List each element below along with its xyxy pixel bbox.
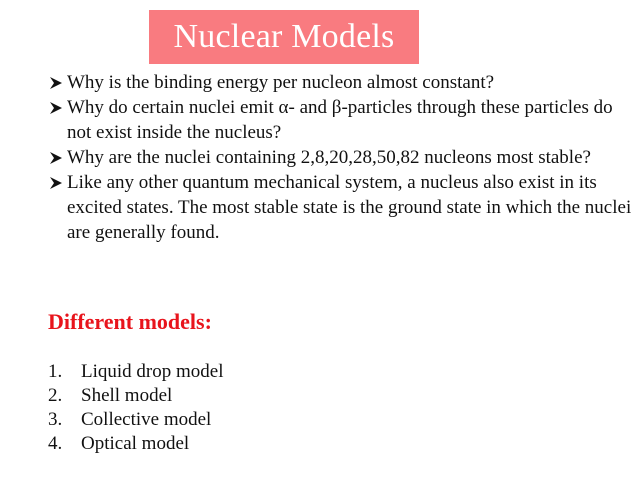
list-number: 1. — [48, 361, 63, 382]
section-heading: Different models: — [48, 309, 212, 334]
list-number: 4. — [48, 433, 63, 454]
arrowhead-bullet-icon — [48, 170, 66, 195]
list-item — [48, 432, 223, 456]
list-item — [48, 384, 223, 408]
bullet-item — [48, 70, 633, 95]
slide-title: Nuclear Models — [173, 18, 395, 55]
title-banner — [149, 10, 419, 64]
bullet-item — [48, 170, 633, 245]
question-list — [48, 70, 633, 245]
list-number: 3. — [48, 409, 63, 430]
list-number: 2. — [48, 385, 63, 406]
bullet-text: Why is the binding energy per nucleon almost constant? — [67, 72, 495, 93]
models-list — [48, 360, 223, 456]
model-label: Liquid drop model — [81, 361, 224, 382]
bullet-text: Why are the nuclei containing 2,8,20,28,50,82 nucleons most stable? — [67, 147, 591, 168]
arrowhead-bullet-icon — [48, 95, 66, 120]
bullet-item — [48, 145, 633, 170]
bullet-text: Like any other quantum mechanical system, a nucleus also exist in its excited states. The most stable state is the ground state in which the nuclei are generally found. — [67, 172, 632, 243]
list-item — [48, 408, 223, 432]
bullet-text: Why do certain nuclei emit α- and β-particles through these particles do not exist inside the nucleus? — [67, 97, 613, 143]
arrowhead-bullet-icon — [48, 145, 66, 170]
list-item — [48, 360, 223, 384]
arrowhead-bullet-icon — [48, 70, 66, 95]
bullet-item — [48, 95, 633, 145]
model-label: Shell model — [81, 385, 173, 406]
model-label: Optical model — [81, 433, 190, 454]
model-label: Collective model — [81, 409, 212, 430]
